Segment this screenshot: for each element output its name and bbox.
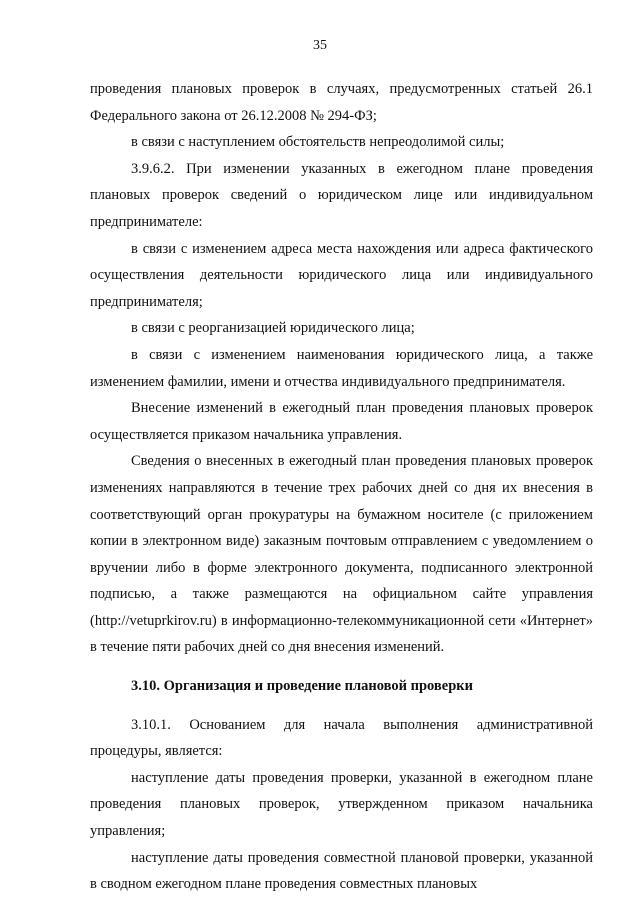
document-body <box>90 76 593 898</box>
paragraph-force-majeure: в связи с наступлением обстоятельств непреодолимой силы; <box>131 134 505 151</box>
paragraph-reorganization: в связи с реорганизацией юридического лица; <box>131 320 415 337</box>
paragraph-joint-inspection-date: наступление даты проведения совместной плановой проверки, указанной в сводном ежегодном плане проведения совместных плановых <box>90 849 593 893</box>
paragraph-amendments-order: Внесение изменений в ежегодный план проведения плановых проверок осуществляется приказом начальника управления. <box>90 400 593 443</box>
paragraph-continuation: проведения плановых проверок в случаях, предусмотренных статьей 26.1 Федерального закона от 26.12.2008 № 294-ФЗ; <box>90 81 593 124</box>
paragraph-amendments-notification: Сведения о внесенных в ежегодный план проведения плановых проверок изменениях направляются в течение трех рабочих дней со дня их внесения в соответствующий орган прокуратуры на бумажном носителе (с приложением копии в электронном виде) заказным почтовым отправлением с уведомлением о вручении либо в форме электронного документа, подписанного электронной подписью, а также размещаются на официальном сайте управления (http://vetuprkirov.ru) в информационно-телекоммуникационной сети «Интернет» в течение пяти рабочих дней со дня внесения изменений. <box>90 453 593 656</box>
paragraph-3-10-1: 3.10.1. Основанием для начала выполнения административной процедуры, является: <box>90 716 593 760</box>
paragraph-3-9-6-2: 3.9.6.2. При изменении указанных в ежегодном плане проведения плановых проверок сведений о юридическом лице или индивидуальном предпринимателе: <box>90 160 593 230</box>
page-number: 35 <box>313 38 327 53</box>
paragraph-address-change: в связи с изменением адреса места нахождения или адреса фактического осуществления деятельности юридического лица или индивидуального предпринимателя; <box>90 240 593 310</box>
section-heading-3-10: 3.10. Организация и проведение плановой проверки <box>131 678 473 695</box>
paragraph-name-change: в связи с изменением наименования юридического лица, а также изменением фамилии, имени и отчества индивидуального предпринимателя. <box>90 346 593 390</box>
paragraph-inspection-date: наступление даты проведения проверки, указанной в ежегодном плане проведения плановых проверок, утвержденном приказом начальника управления; <box>90 769 593 840</box>
